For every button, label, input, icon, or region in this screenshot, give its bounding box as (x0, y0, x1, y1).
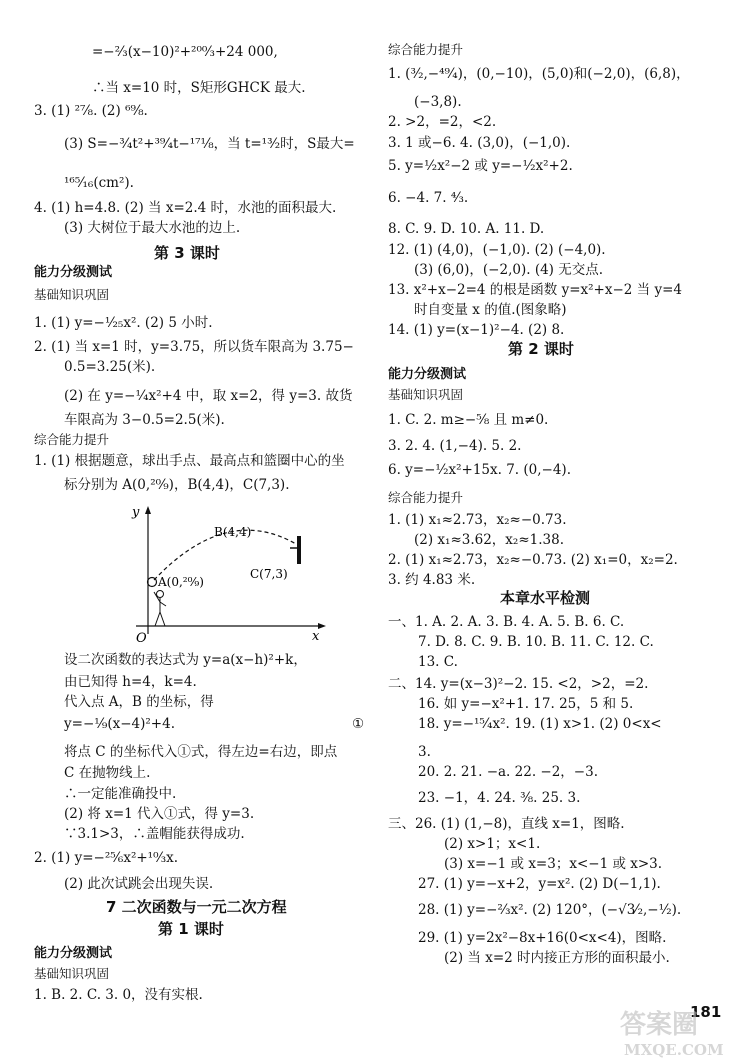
answer-line: y=−¹⁄₉(x−4)²+4. (64, 716, 175, 732)
answer-line: 18. y=−¹⁵⁄₄x². 19. (1) x>1. (2) 0<x< (418, 716, 662, 732)
answer-line: 28. (1) y=−²⁄₃x². (2) 120°，(−√3⁄₂,−¹⁄₂). (418, 902, 682, 918)
answer-line: 13. C. (418, 654, 458, 670)
answer-line: 1. (1) y=−¹⁄₂₅x². (2) 5 小时. (34, 315, 213, 331)
svg-text:答案圈: 答案圈 (620, 1010, 699, 1040)
lesson-3-heading: 第 3 课时 (154, 244, 220, 262)
answer-line: 时自变量 x 的值.(图象略) (414, 302, 567, 318)
answer-line: 6. y=−¹⁄₂x²+15x. 7. (0,−4). (388, 462, 571, 478)
basketball-parabola-figure (126, 506, 326, 644)
answer-line: 1. B. 2. C. 3. 0，没有实根. (34, 987, 203, 1003)
lesson-1-heading: 第 1 课时 (158, 920, 224, 938)
answer-line: (3) S=−³⁄₄t²+³⁹⁄₄t−¹⁷¹⁄₈，当 t=¹³⁄₂时，S最大= (64, 136, 355, 152)
answer-line: 27. (1) y=−x+2，y=x². (2) D(−1,1). (418, 876, 661, 892)
answer-line: ¹⁶⁵⁄₁₆(cm²). (64, 175, 134, 191)
svg-text:MXQE.COM: MXQE.COM (624, 1041, 724, 1059)
subsection-heading: 基础知识巩固 (34, 966, 110, 981)
answer-line: ∵3.1>3，∴盖帽能获得成功. (64, 826, 245, 842)
answer-line: (2) x>1；x<1. (444, 836, 541, 852)
answer-line: 车限高为 3−0.5=2.5(米). (64, 412, 225, 428)
origin-label: O (136, 631, 147, 644)
subsection-heading: 综合能力提升 (388, 490, 464, 505)
player-head (157, 591, 164, 598)
answer-line: (3) 大树位于最大水池的边上. (64, 220, 241, 236)
answer-line: 由已知得 h=4，k=4. (64, 674, 197, 690)
answer-line: 3. 约 4.83 米. (388, 572, 476, 588)
answer-line: ① (352, 716, 365, 732)
point-c-label: C(7,3) (250, 567, 288, 581)
answer-line: 2. >2，=2，<2. (388, 114, 497, 130)
ball (148, 578, 157, 587)
answer-line: 代入点 A，B 的坐标，得 (64, 694, 214, 710)
x-axis-label: x (312, 629, 320, 644)
section-heading: 能力分级测试 (388, 367, 467, 382)
answer-line: (2) 此次试跳会出现失误. (64, 876, 214, 892)
y-axis-label: y (132, 506, 140, 520)
answer-line: 20. 2. 21. −a. 22. −2，−3. (418, 764, 598, 780)
answer-line: 标分别为 A(0,²⁰⁄₉)，B(4,4)，C(7,3). (64, 477, 290, 493)
answer-line: 2. (1) 当 x=1 时，y=3.75，所以货车限高为 3.75− (34, 339, 354, 355)
answer-line: (3) x=−1 或 x=3；x<−1 或 x>3. (444, 856, 663, 872)
answer-line: 二、14. y=(x−3)²−2. 15. <2，>2，=2. (388, 676, 649, 692)
subsection-heading: 基础知识巩固 (34, 287, 110, 302)
answer-line: 29. (1) y=2x²−8x+16(0<x<4)，图略. (418, 930, 667, 946)
answer-line: ∴一定能准确投中. (64, 786, 177, 802)
answer-line: 3. (1) ²⁷⁄₈. (2) ⁶⁹⁄₈. (34, 103, 148, 119)
answer-line: (−3,8). (414, 94, 462, 110)
answer-line: (2) 当 x=2 时内接正方形的面积最小. (444, 950, 670, 966)
answer-line: 14. (1) y=(x−1)²−4. (2) 8. (388, 322, 565, 338)
watermark-logo (616, 1003, 744, 1061)
answer-line: 8. C. 9. D. 10. A. 11. D. (388, 221, 545, 237)
answer-line: 3. 2. 4. (1,−4). 5. 2. (388, 438, 522, 454)
subsection-heading: 综合能力提升 (34, 432, 110, 447)
answer-line: 2. (1) y=−²⁵⁄₆x²+¹⁰⁄₃x. (34, 850, 179, 866)
answer-line: 3. 1 或−6. 4. (3,0)，(−1,0). (388, 135, 571, 151)
answer-line: 1. (1) x₁≈2.73，x₂≈−0.73. (388, 512, 567, 528)
answer-line: 6. −4. 7. ⁴⁄₃. (388, 190, 469, 206)
answer-line: ∴当 x=10 时，S矩形GHCK 最大. (92, 80, 306, 96)
answer-line: 7. D. 8. C. 9. B. 10. B. 11. C. 12. C. (418, 634, 654, 650)
answer-line: 1. C. 2. m≥−⁵⁄₈ 且 m≠0. (388, 412, 549, 428)
answer-line: 一、1. A. 2. A. 3. B. 4. A. 5. B. 6. C. (388, 614, 625, 630)
answer-line: (2) 将 x=1 代入①式，得 y=3. (64, 806, 255, 822)
subsection-heading: 基础知识巩固 (388, 387, 464, 402)
lesson-2-heading: 第 2 课时 (508, 340, 574, 358)
answer-line: 13. x²+x−2=4 的根是函数 y=x²+x−2 当 y=4 (388, 282, 682, 298)
answer-line: C 在抛物线上. (64, 765, 151, 781)
answer-line: 将点 C 的坐标代入①式，得左边=右边，即点 (64, 744, 338, 760)
answer-line: 12. (1) (4,0)，(−1,0). (2) (−4,0). (388, 242, 606, 258)
answer-line: 设二次函数的表达式为 y=a(x−h)²+k， (64, 652, 307, 668)
point-a-label: A(0,²⁰⁄₉) (158, 575, 204, 589)
answer-line: 4. (1) h=4.8. (2) 当 x=2.4 时，水池的面积最大. (34, 200, 337, 216)
point-b-label: B(4,4) (214, 525, 252, 539)
answer-line: 2. (1) x₁≈2.73，x₂≈−0.73. (2) x₁=0，x₂=2. (388, 552, 678, 568)
answer-line: =−²⁄₃(x−10)²+²⁰⁰⁄₃+24 000, (92, 44, 278, 60)
answer-line: 5. y=¹⁄₂x²−2 或 y=−¹⁄₂x²+2. (388, 158, 573, 174)
answer-line: 3. (418, 744, 431, 760)
answer-line: (3) (6,0)，(−2,0). (4) 无交点. (414, 262, 604, 278)
chapter-7-heading: 7 二次函数与一元二次方程 (106, 898, 287, 916)
answer-line: 0.5=3.25(米). (64, 359, 156, 375)
section-heading: 能力分级测试 (34, 265, 113, 280)
answer-line: (2) 在 y=−¹⁄₄x²+4 中，取 x=2，得 y=3. 故货 (64, 388, 353, 404)
answer-line: 三、26. (1) (1,−8)，直线 x=1，图略. (388, 816, 625, 832)
answer-line: 23. −1，4. 24. ³⁄₈. 25. 3. (418, 790, 581, 806)
subsection-heading: 综合能力提升 (388, 42, 464, 57)
answer-line: 16. 如 y=−x²+1. 17. 25，5 和 5. (418, 696, 634, 712)
answer-line: 1. (1) 根据题意，球出手点、最高点和篮圈中心的坐 (34, 453, 345, 469)
page-number: 181 (690, 1003, 722, 1021)
answer-line: 1. (³⁄₂,−⁴⁹⁄₄)，(0,−10)，(5,0)和(−2,0)，(6,8)， (388, 66, 690, 82)
answer-line: (2) x₁≈3.62，x₂≈1.38. (414, 532, 564, 548)
section-heading: 能力分级测试 (34, 946, 113, 961)
chapter-test-heading: 本章水平检测 (500, 589, 591, 607)
